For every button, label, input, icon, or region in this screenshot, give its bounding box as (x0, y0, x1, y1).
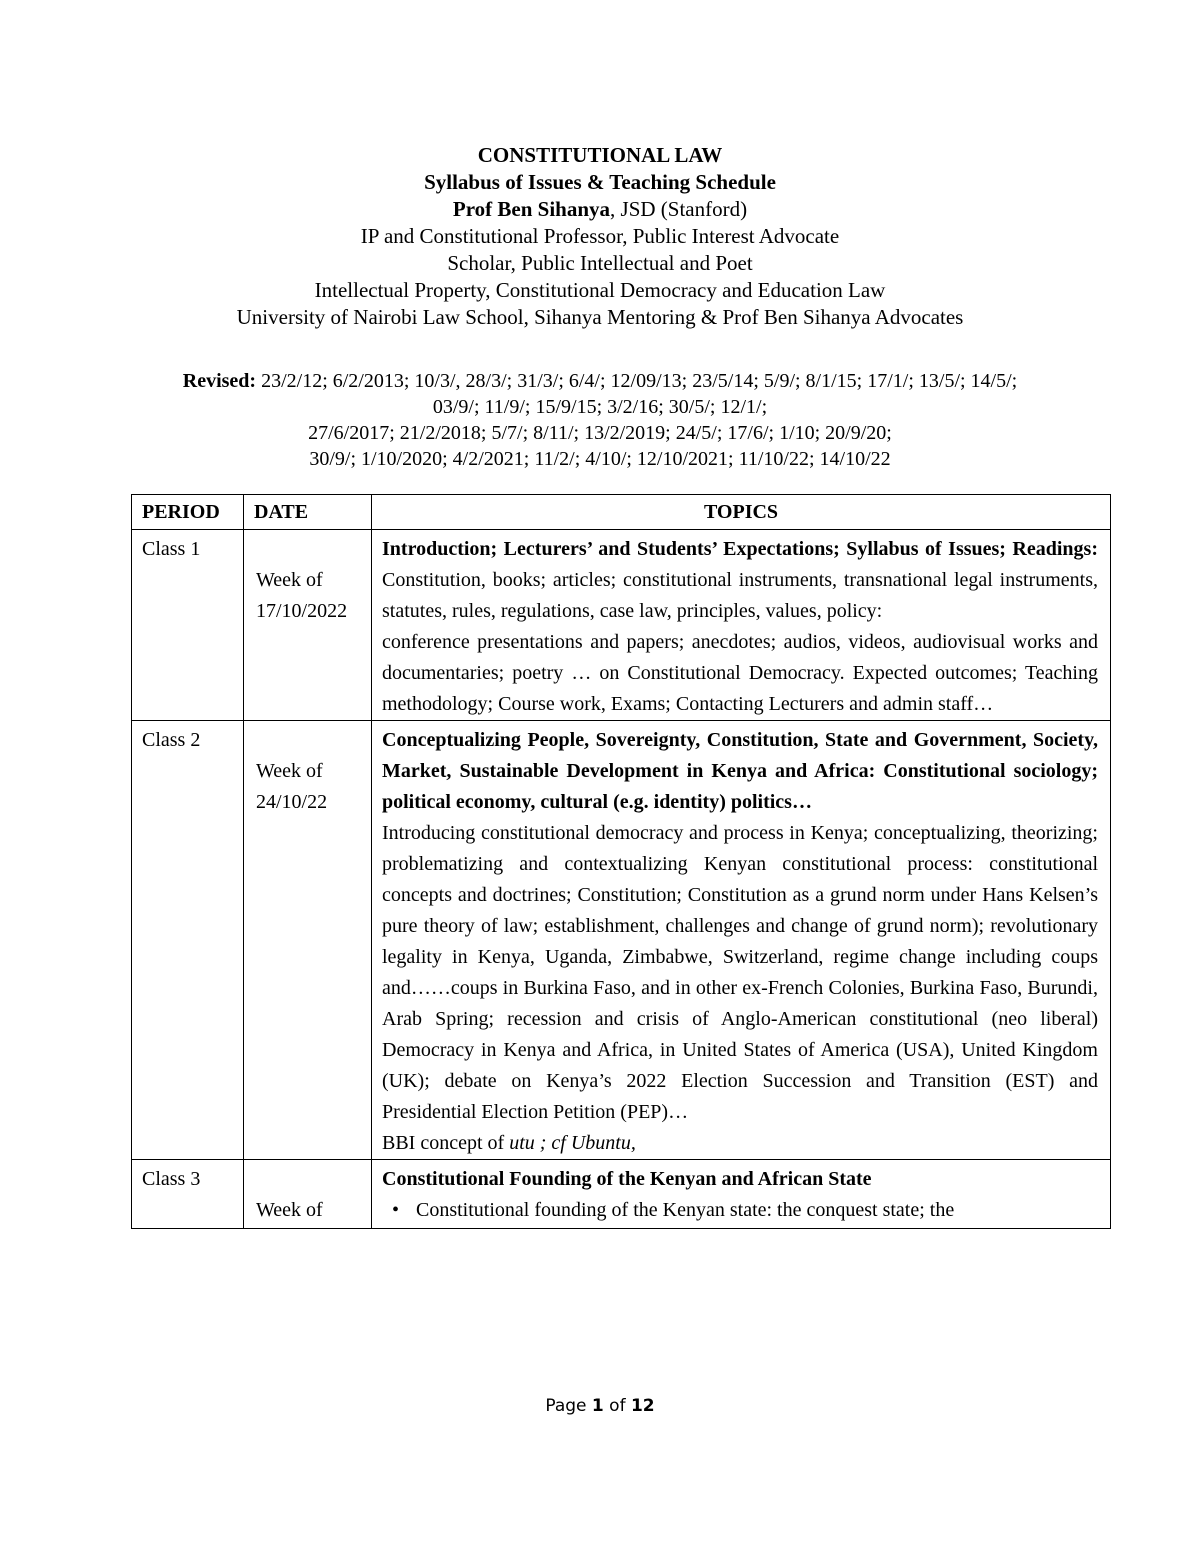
topic-text: Constitution, books; articles; constitutional instruments, transnational legal instruments, statutes, rules, regulations, case law, principles, values, policy: (382, 569, 1098, 622)
revision-line-3: 27/6/2017; 21/2/2018; 5/7/; 8/11/; 13/2/2019; 24/5/; 17/6/; 1/10; 20/9/20; (308, 422, 892, 444)
page-total: 12 (630, 1396, 655, 1416)
topic-heading: Conceptualizing People, Sovereignty, Constitution, State and Government, Society, Market, Sustainable Development in Kenya and Africa: Constitutional sociology; political economy, cultural (e.g. identity) politics… (382, 729, 1098, 813)
author-role: IP and Constitutional Professor, Public Interest Advocate (360, 224, 840, 248)
revision-line-2: 03/9/; 11/9/; 15/9/15; 3/2/16; 30/5/; 12/1/; (432, 396, 768, 418)
topic-paragraph: Introducing constitutional democracy and process in Kenya; conceptualizing, theorizing; problematizing and contextualizing Kenyan constitutional process: constitutional concepts and doctrines; Constitution; Constitution as a grund norm under Hans Kelsen’s pure theory of law; establishment, challenges and change of grund norm); revolutionary legality in Kenya, Uganda, Zimbabwe, Switzerland, regime change including coups and……coups in Burkina Faso, and in other ex-French Colonies, Burkina Faso, Burundi, Arab Spring; recession and crisis of Anglo-American constitutional (neo liberal) Democracy in Kenya and Africa, in United States of America (USA), United Kingdom (UK); debate on Kenya’s 2022 Election Succession and Transition (EST) and Presidential Election Petition (PEP)… (382, 822, 1098, 1123)
date-week-label: Week of (256, 569, 323, 591)
date-value: 24/10/22 (256, 791, 328, 813)
column-header-date: DATE (244, 495, 372, 530)
topic-bullet-list (382, 1195, 1098, 1226)
topic-heading: Constitutional Founding of the Kenyan and African State (382, 1168, 872, 1190)
table-row (132, 721, 1111, 1160)
list-item: • Constitutional founding of the Kenyan state: the conquest state; the (416, 1195, 1098, 1226)
revision-line-4: 30/9/; 1/10/2020; 4/2/2021; 11/2/; 4/10/; 12/10/2021; 11/10/22; 14/10/22 (309, 448, 891, 470)
revision-dates (130, 368, 1070, 472)
period-cell (132, 1160, 244, 1229)
topic-heading: Introduction; Lecturers’ and Students’ Expectations; Syllabus of Issues; Readings: (382, 538, 1098, 560)
page-footer (0, 1396, 1200, 1416)
topics-cell (372, 530, 1111, 721)
document-subtitle: Syllabus of Issues & Teaching Schedule (424, 170, 776, 194)
author-affiliation: University of Nairobi Law School, Sihanya Mentoring & Prof Ben Sihanya Advocates (236, 305, 964, 329)
author-degree: , JSD (Stanford) (610, 197, 748, 221)
revision-line-1 (130, 368, 1070, 394)
revised-label: Revised: (182, 370, 257, 392)
page-label: Page (545, 1396, 592, 1416)
author-fields: Intellectual Property, Constitutional Democracy and Education Law (314, 278, 886, 302)
topics-cell (372, 721, 1111, 1160)
author-line (130, 196, 1070, 223)
column-header-period: PERIOD (132, 495, 244, 530)
date-cell (244, 1160, 372, 1229)
revision-dates-1: 23/2/12; 6/2/2013; 10/3/, 28/3/; 31/3/; 6/4/; 12/09/13; 23/5/14; 5/9/; 8/1/15; 17/1/; 13/5/; 14/5/; (256, 370, 1018, 392)
column-header-topics: TOPICS (372, 495, 1111, 530)
author-name: Prof Ben Sihanya (452, 197, 611, 221)
document-header (130, 142, 1070, 331)
topic-text: BBI concept of (382, 1132, 510, 1154)
topic-paragraph (382, 534, 1098, 627)
date-week-label: Week of (256, 1199, 323, 1221)
period-cell: Class 2 (132, 721, 244, 1160)
topic-paragraph (382, 1128, 1098, 1159)
topics-cell (372, 1160, 1111, 1229)
date-cell (244, 530, 372, 721)
period-label: Class 3 (142, 1168, 201, 1190)
table-row (132, 1160, 1111, 1229)
document-title: CONSTITUTIONAL LAW (477, 143, 723, 167)
date-week-label: Week of (256, 760, 323, 782)
page-number: 1 (591, 1396, 604, 1416)
date-cell (244, 721, 372, 1160)
date-value: 17/10/2022 (256, 600, 348, 622)
topic-italic-text: utu ; cf Ubuntu, (509, 1132, 636, 1154)
author-description: Scholar, Public Intellectual and Poet (447, 251, 753, 275)
table-row (132, 530, 1111, 721)
topic-paragraph: conference presentations and papers; anecdotes; audios, videos, audiovisual works and documentaries; poetry … on Constitutional Democracy. Expected outcomes; Teaching methodology; Course work, Exams; Contacting Lecturers and admin staff… (382, 631, 1098, 715)
period-cell: Class 1 (132, 530, 244, 721)
page-of-label: of (603, 1396, 631, 1416)
table-header-row (132, 495, 1111, 530)
schedule-table (131, 494, 1111, 1229)
